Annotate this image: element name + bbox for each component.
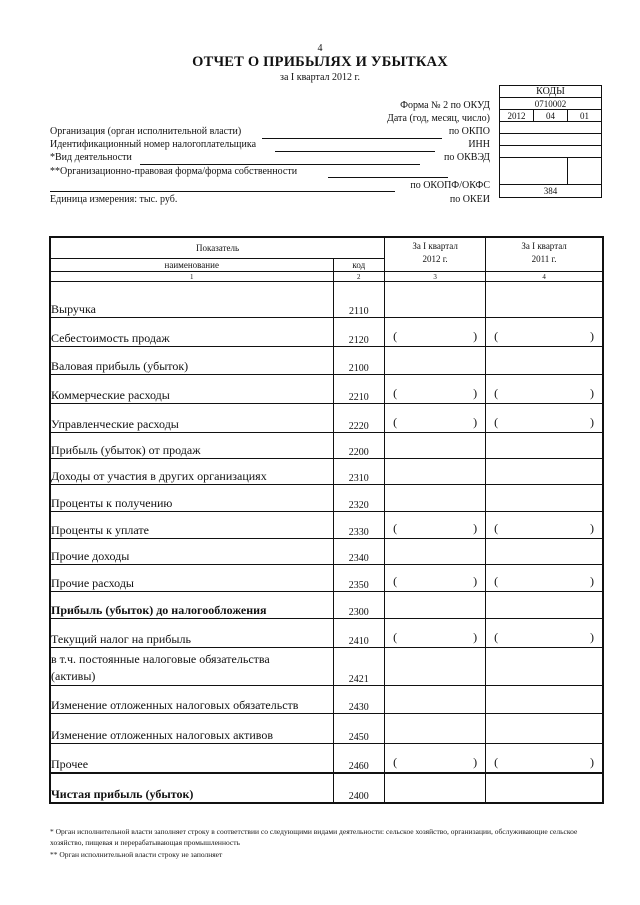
period2-header-line2: 2011 г. bbox=[531, 254, 557, 264]
table-row bbox=[50, 433, 603, 459]
period2-header-line1: За I квартал bbox=[521, 241, 567, 251]
okud-code: 0710002 bbox=[500, 98, 602, 110]
open-paren: ( bbox=[393, 630, 398, 644]
col-number-3: 3 bbox=[385, 272, 486, 282]
row-code: 2330 bbox=[333, 512, 385, 539]
open-paren: ( bbox=[393, 415, 398, 429]
value-cell-2011[interactable] bbox=[486, 565, 603, 592]
value-cell-2012[interactable] bbox=[385, 744, 486, 773]
row-code: 2340 bbox=[333, 539, 385, 565]
okpo-label: по ОКПО bbox=[448, 126, 490, 137]
open-paren: ( bbox=[494, 329, 499, 343]
row-name: Прочие расходы bbox=[50, 565, 333, 592]
okopf-label: по ОКОПФ/ОКФС bbox=[410, 180, 490, 191]
close-paren: ) bbox=[590, 386, 594, 400]
report-period: за I квартал 2012 г. bbox=[280, 72, 360, 83]
date-month: 04 bbox=[534, 110, 568, 122]
open-paren: ( bbox=[393, 521, 398, 535]
value-cell-2011[interactable] bbox=[486, 686, 603, 714]
value-cell-2012[interactable] bbox=[385, 686, 486, 714]
table-row bbox=[50, 619, 603, 648]
value-cell-2011[interactable] bbox=[486, 485, 603, 512]
row-name: Проценты к получению bbox=[50, 485, 333, 512]
codes-header: КОДЫ bbox=[500, 86, 602, 98]
row-code: 2310 bbox=[333, 459, 385, 485]
value-cell-2011[interactable] bbox=[486, 714, 603, 744]
row-code: 2421 bbox=[333, 648, 385, 686]
row-name: Прибыль (убыток) до налогообложения bbox=[50, 592, 333, 619]
table-row bbox=[50, 459, 603, 485]
row-name: Управленческие расходы bbox=[50, 404, 333, 433]
row-name bbox=[50, 648, 333, 686]
table-row bbox=[50, 565, 603, 592]
value-cell-2011[interactable] bbox=[486, 592, 603, 619]
row-code: 2450 bbox=[333, 714, 385, 744]
close-paren: ) bbox=[473, 386, 478, 400]
row-name-line2: (активы) bbox=[51, 669, 96, 683]
tax-id-label: Идентификационный номер налогоплательщика bbox=[50, 139, 257, 150]
open-paren: ( bbox=[393, 574, 398, 588]
value-cell-2012[interactable] bbox=[385, 282, 486, 318]
unit-label: Единица измерения: тыс. руб. bbox=[50, 194, 178, 205]
open-paren: ( bbox=[494, 574, 499, 588]
income-statement-table bbox=[49, 236, 604, 804]
row-code: 2220 bbox=[333, 404, 385, 433]
row-name: Текущий налог на прибыль bbox=[50, 619, 333, 648]
period1-header-line2: 2012 г. bbox=[422, 254, 448, 264]
date-year: 2012 bbox=[500, 110, 534, 122]
row-code: 2110 bbox=[333, 282, 385, 318]
row-code: 2430 bbox=[333, 686, 385, 714]
open-paren: ( bbox=[393, 329, 398, 343]
table-row bbox=[50, 648, 603, 686]
okved-code[interactable] bbox=[500, 146, 602, 158]
legal-form-field-2[interactable] bbox=[50, 191, 395, 192]
row-code: 2410 bbox=[333, 619, 385, 648]
close-paren: ) bbox=[473, 754, 478, 769]
table-row bbox=[50, 539, 603, 565]
period2-header bbox=[486, 237, 603, 272]
open-paren: ( bbox=[494, 521, 499, 535]
close-paren: ) bbox=[473, 415, 478, 429]
value-cell-2011[interactable] bbox=[486, 512, 603, 539]
table-row bbox=[50, 773, 603, 803]
row-code: 2300 bbox=[333, 592, 385, 619]
value-cell-2011[interactable] bbox=[486, 773, 603, 803]
value-cell-2011[interactable] bbox=[486, 648, 603, 686]
name-header: наименование bbox=[50, 259, 333, 272]
okved-label: по ОКВЭД bbox=[444, 152, 490, 163]
date-day: 01 bbox=[568, 110, 602, 122]
close-paren: ) bbox=[590, 574, 594, 588]
row-code: 2120 bbox=[333, 318, 385, 347]
row-name: Прибыль (убыток) от продаж bbox=[50, 433, 333, 459]
open-paren: ( bbox=[393, 754, 398, 769]
value-cell-2011[interactable] bbox=[486, 282, 603, 318]
table-row bbox=[50, 318, 603, 347]
indicator-header: Показатель bbox=[50, 237, 385, 259]
close-paren: ) bbox=[590, 630, 594, 644]
value-cell-2012[interactable] bbox=[385, 404, 486, 433]
value-cell-2011[interactable] bbox=[486, 433, 603, 459]
close-paren: ) bbox=[590, 415, 594, 429]
open-paren: ( bbox=[393, 386, 398, 400]
row-name: Прочее bbox=[50, 744, 333, 773]
row-name: Выручка bbox=[50, 282, 333, 318]
open-paren: ( bbox=[494, 386, 499, 400]
row-name-line1: в т.ч. постоянные налоговые обязательства bbox=[51, 652, 270, 666]
row-name: Чистая прибыль (убыток) bbox=[50, 773, 333, 803]
organization-label: Организация (орган исполнительной власти) bbox=[50, 126, 242, 137]
inn-code[interactable] bbox=[500, 134, 602, 146]
value-cell-2012[interactable] bbox=[385, 619, 486, 648]
codes-box bbox=[499, 85, 602, 198]
value-cell-2012[interactable] bbox=[385, 375, 486, 404]
value-cell-2012[interactable] bbox=[385, 318, 486, 347]
open-paren: ( bbox=[494, 415, 499, 429]
okei-code: 384 bbox=[500, 185, 602, 198]
value-cell-2012[interactable] bbox=[385, 485, 486, 512]
table-row bbox=[50, 485, 603, 512]
row-name: Себестоимость продаж bbox=[50, 318, 333, 347]
organization-field[interactable] bbox=[262, 138, 442, 139]
value-cell-2012[interactable] bbox=[385, 592, 486, 619]
table-row bbox=[50, 714, 603, 744]
col-number-1: 1 bbox=[50, 272, 333, 282]
activity-label: *Вид деятельности bbox=[50, 152, 132, 163]
value-cell-2012[interactable] bbox=[385, 539, 486, 565]
col-number-2: 2 bbox=[333, 272, 385, 282]
legal-form-label: **Организационно-правовая форма/форма собственности bbox=[50, 166, 298, 177]
report-title: ОТЧЕТ О ПРИБЫЛЯХ И УБЫТКАХ bbox=[192, 54, 448, 70]
period1-header-line1: За I квартал bbox=[412, 241, 458, 251]
value-cell-2011[interactable] bbox=[486, 744, 603, 773]
value-cell-2012[interactable] bbox=[385, 714, 486, 744]
value-cell-2012[interactable] bbox=[385, 459, 486, 485]
close-paren: ) bbox=[590, 754, 594, 769]
row-name: Коммерческие расходы bbox=[50, 375, 333, 404]
close-paren: ) bbox=[473, 329, 478, 343]
table-row bbox=[50, 592, 603, 619]
code-header: код bbox=[333, 259, 385, 272]
row-name: Проценты к уплате bbox=[50, 512, 333, 539]
row-name: Прочие доходы bbox=[50, 539, 333, 565]
inn-label: ИНН bbox=[468, 139, 490, 150]
row-code: 2350 bbox=[333, 565, 385, 592]
value-cell-2011[interactable] bbox=[486, 375, 603, 404]
row-code: 2100 bbox=[333, 347, 385, 375]
page-number: 4 bbox=[317, 43, 323, 54]
open-paren: ( bbox=[494, 754, 499, 769]
row-code: 2210 bbox=[333, 375, 385, 404]
table-row bbox=[50, 404, 603, 433]
close-paren: ) bbox=[473, 574, 478, 588]
value-cell-2012[interactable] bbox=[385, 773, 486, 803]
value-cell-2012[interactable] bbox=[385, 347, 486, 375]
activity-field[interactable] bbox=[140, 164, 420, 165]
legal-form-field[interactable] bbox=[328, 177, 448, 178]
value-cell-2011[interactable] bbox=[486, 404, 603, 433]
table-row bbox=[50, 744, 603, 773]
value-cell-2011[interactable] bbox=[486, 459, 603, 485]
value-cell-2012[interactable] bbox=[385, 512, 486, 539]
footnote-1: * Орган исполнительной власти заполняет строку в соответствии со следующими видами деятельности: сельское хозяйство, организации, обслуживающие сельское хозяйство, пищевая и перерабатывающая промышленность bbox=[50, 827, 578, 847]
value-cell-2012[interactable] bbox=[385, 565, 486, 592]
close-paren: ) bbox=[590, 329, 594, 343]
open-paren: ( bbox=[494, 630, 499, 644]
value-cell-2011[interactable] bbox=[486, 318, 603, 347]
value-cell-2011[interactable] bbox=[486, 539, 603, 565]
date-label: Дата (год, месяц, число) bbox=[387, 113, 490, 124]
row-name: Доходы от участия в других организациях bbox=[50, 459, 333, 485]
value-cell-2011[interactable] bbox=[486, 347, 603, 375]
row-code: 2460 bbox=[333, 744, 385, 773]
row-code: 2200 bbox=[333, 433, 385, 459]
table-row bbox=[50, 347, 603, 375]
row-name: Изменение отложенных налоговых обязательств bbox=[50, 686, 333, 714]
col-number-4: 4 bbox=[486, 272, 603, 282]
value-cell-2011[interactable] bbox=[486, 619, 603, 648]
close-paren: ) bbox=[590, 521, 594, 535]
row-code: 2400 bbox=[333, 773, 385, 803]
tax-id-field[interactable] bbox=[275, 151, 435, 152]
close-paren: ) bbox=[473, 630, 478, 644]
footnote-2: ** Орган исполнительной власти строку не заполняет bbox=[50, 850, 223, 859]
value-cell-2012[interactable] bbox=[385, 648, 486, 686]
table-row bbox=[50, 512, 603, 539]
value-cell-2012[interactable] bbox=[385, 433, 486, 459]
okei-label: по ОКЕИ bbox=[449, 194, 490, 205]
table-row bbox=[50, 686, 603, 714]
row-name: Изменение отложенных налоговых активов bbox=[50, 714, 333, 744]
table-row bbox=[50, 375, 603, 404]
okopf-code[interactable] bbox=[500, 158, 568, 185]
row-name: Валовая прибыль (убыток) bbox=[50, 347, 333, 375]
row-code: 2320 bbox=[333, 485, 385, 512]
period1-header bbox=[385, 237, 486, 272]
close-paren: ) bbox=[473, 521, 478, 535]
okfs-code[interactable] bbox=[568, 158, 602, 185]
okud-label: Форма № 2 по ОКУД bbox=[400, 100, 490, 111]
table-row bbox=[50, 282, 603, 318]
okpo-code[interactable] bbox=[500, 122, 602, 134]
